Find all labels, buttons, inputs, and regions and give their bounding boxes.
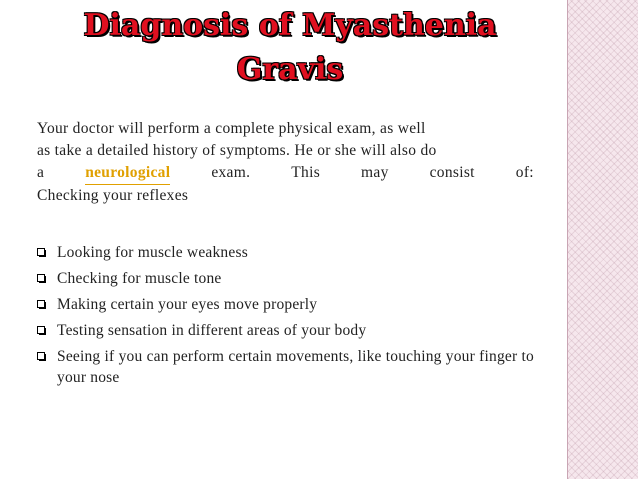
intro-word: a xyxy=(37,164,45,181)
square-bullet-icon xyxy=(37,248,46,257)
decorative-side-strip xyxy=(567,0,638,479)
title-line-2: Gravis xyxy=(236,52,344,87)
list-item-text: Checking for muscle tone xyxy=(57,270,222,287)
title-line-1: Diagnosis of Myasthenia xyxy=(83,8,497,43)
list-item xyxy=(37,294,534,315)
intro-word: of: xyxy=(515,164,534,181)
bullet-list xyxy=(37,242,534,393)
list-item xyxy=(37,242,534,263)
list-item-text: Testing sensation in different areas of your body xyxy=(57,322,367,339)
intro-line-1: Your doctor will perform a complete physical exam, as well xyxy=(37,120,426,137)
intro-word: exam. xyxy=(211,164,251,181)
neurological-link[interactable]: neurological xyxy=(85,162,170,185)
list-item-text: Making certain your eyes move properly xyxy=(57,296,318,313)
list-item xyxy=(37,268,534,289)
square-bullet-icon xyxy=(37,274,46,283)
slide-title xyxy=(30,4,550,92)
list-item xyxy=(37,346,534,388)
list-item-text: Looking for muscle weakness xyxy=(57,244,248,261)
intro-paragraph xyxy=(37,118,534,207)
intro-line-4: Checking your reflexes xyxy=(37,187,189,204)
square-bullet-icon xyxy=(37,300,46,309)
square-bullet-icon xyxy=(37,326,46,335)
intro-line-2: as take a detailed history of symptoms. He or she will also do xyxy=(37,142,437,159)
intro-line-3 xyxy=(37,162,534,185)
intro-word: consist xyxy=(429,164,475,181)
intro-word: This xyxy=(291,164,321,181)
list-item xyxy=(37,320,534,341)
intro-word: may xyxy=(361,164,389,181)
list-item-text: Seeing if you can perform certain movements, like touching your finger to your nose xyxy=(57,348,534,386)
square-bullet-icon xyxy=(37,352,46,361)
